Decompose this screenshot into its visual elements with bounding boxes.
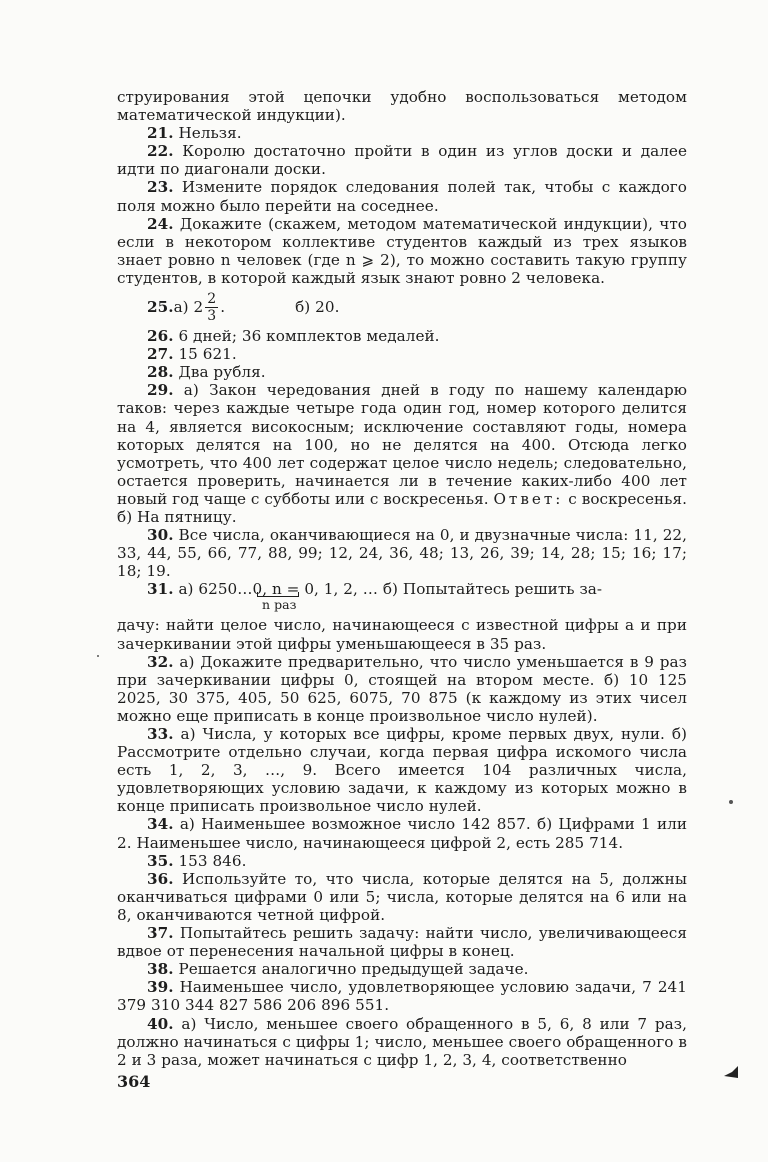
answer-21 <box>117 124 687 142</box>
answer-31 <box>117 580 687 598</box>
answer-37 <box>117 924 687 960</box>
answer-34 <box>117 815 687 851</box>
fraction-numerator: 2 <box>207 290 217 307</box>
answer-39 <box>117 978 687 1014</box>
underbrace <box>257 592 299 597</box>
answer-29 <box>117 381 687 526</box>
answer-25 <box>117 287 687 327</box>
answer-label: Ответ: <box>493 489 564 508</box>
answer-number: 38. <box>147 960 174 979</box>
answer-text: Наименьшее число, удовлетворяющее условию задачи, 7 241 379 310 344 827 586 206 896 551. <box>117 978 687 1015</box>
answer-32 <box>117 653 687 725</box>
scan-corner-mark <box>722 1064 740 1080</box>
answers-text-block <box>117 88 687 1069</box>
answer-23 <box>117 178 687 214</box>
answer-number: 26. <box>147 327 174 346</box>
answer-number: 29. <box>147 381 174 400</box>
answer-number: 24. <box>147 214 174 233</box>
answer-33 <box>117 725 687 815</box>
answer-text: а) Докажите предварительно, что число уменьшается в 9 раз при зачеркивании цифры 0, стоящей на втором месте. б) 10 125 2025, 30 375, 405, 50 625, 6075, 70 875 (к каждому из этих чисел можно еще приписать в конце произвольное число нулей). <box>117 652 687 725</box>
answer-27 <box>117 345 687 363</box>
answer-24 <box>117 215 687 287</box>
answer-38 <box>117 960 687 978</box>
answer-number: 23. <box>147 178 174 197</box>
answer-text: Все числа, оканчивающиеся на 0, и двузначные числа: 11, 22, 33, 44, 55, 66, 77, 88, 99; 12, 24, 36, 48; 13, 26, 39; 14, 28; 15; 16; 17; 18; 19. <box>117 526 687 581</box>
answer-text: а) Закон чередования дней в году по нашему календарю таков: через каждые четыре года один год, номер которого делится на 4, является високосным; исключение составляют годы, номера которых делятся на 100, но не делятся на 400. Отсюда легко усмотреть, что 400 лет содержат целое число недель; следовательно, остается проверить, начинается ли в течение каких-либо 400 лет новый год чаще с субботы или с воскресенья. <box>117 381 687 508</box>
answer-31-continued <box>117 616 687 652</box>
answer-text: а) 6250…0, n = 0, 1, 2, … б) Попытайтесь решить за- <box>173 580 603 599</box>
scan-speck <box>97 655 99 657</box>
fraction <box>205 291 218 324</box>
answer-40 <box>117 1015 687 1069</box>
answer-text: Два рубля. <box>173 363 266 382</box>
answer-number: 28. <box>147 363 174 382</box>
answer-number: 30. <box>147 526 174 545</box>
answer-22 <box>117 142 687 178</box>
scan-speck <box>729 800 733 804</box>
answer-35 <box>117 852 687 870</box>
answer-30 <box>117 526 687 580</box>
text-p0: струирования этой цепочки удобно воспользоваться методом математической индукции). <box>117 88 687 125</box>
answer-number: 36. <box>147 869 174 888</box>
answer-text: дачу: найти целое число, начинающееся с известной цифры a и при зачеркивании этой цифры уменьшающееся в 35 раз. <box>117 616 687 653</box>
answer-text: . <box>220 297 226 316</box>
underbrace-text: n раз <box>262 597 297 613</box>
answer-number: 37. <box>147 924 174 943</box>
answer-text: а) 2 <box>173 297 204 316</box>
answer-text: Нельзя. <box>173 124 242 143</box>
answer-28 <box>117 363 687 381</box>
answer-number: 35. <box>147 851 174 870</box>
answer-text: а) Наименьшее возможное число 142 857. б) Цифрами 1 или 2. Наименьшее число, начинающееся цифрой 2, есть 285 714. <box>117 815 687 852</box>
fraction-denominator: 3 <box>207 307 217 324</box>
answer-number: 33. <box>147 725 174 743</box>
answer-number: 40. <box>147 1014 174 1033</box>
answer-text: 15 621. <box>173 345 237 364</box>
answer-text: Используйте то, что числа, которые делятся на 5, должны оканчиваться цифрами 0 или 5; числа, которые делятся на 6 или на 8, оканчиваются четной цифрой. <box>117 869 687 924</box>
answer-text: Докажите (скажем, методом математической индукции), что если в некотором коллективе студентов каждый из трех языков знает ровно n человек (где n ⩾ 2), то можно составить такую группу студентов, в которой каждый язык знают ровно 2 человека. <box>117 214 687 287</box>
answer-36 <box>117 870 687 924</box>
answer-text: с воскресенья. б) На пятницу. <box>117 489 688 526</box>
answer-number: 27. <box>147 345 174 364</box>
answer-text: б) 20. <box>295 297 340 316</box>
answer-text: Попытайтесь решить задачу: найти число, увеличивающееся вдвое от перенесения начальной цифры в конец. <box>117 924 687 961</box>
page-number: 364 <box>117 1072 151 1091</box>
underbrace-label <box>117 598 687 616</box>
answer-number: 34. <box>147 815 174 834</box>
answer-text: Королю достаточно пройти в один из углов доски и далее идти по диагонали доски. <box>117 142 687 179</box>
answer-number: 39. <box>147 978 174 997</box>
paragraph-continuation <box>117 88 687 124</box>
answer-text: 6 дней; 36 комплектов медалей. <box>173 327 440 346</box>
answer-number: 22. <box>147 142 174 161</box>
answer-text: а) Число, меньшее своего обращенного в 5, 6, 8 или 7 раз, должно начинаться с цифры 1; число, меньшее своего обращенного в 2 и 3 раза, может начинаться с цифр 1, 2, 3, 4, соответственно <box>117 1014 687 1069</box>
answer-text: Измените порядок следования полей так, чтобы с каждого поля можно было перейти на соседнее. <box>117 178 687 215</box>
answer-number: 25. <box>147 297 174 316</box>
answer-text: Решается аналогично предыдущей задаче. <box>173 960 529 979</box>
answer-text: 153 846. <box>173 851 247 870</box>
answer-26 <box>117 327 687 345</box>
answer-text: а) Числа, у которых все цифры, кроме первых двух, нули. б) Рассмотрите отдельно случаи, когда первая цифра искомого числа есть 1, 2, 3, …, 9. Всего имеется 104 различных числа, удовлетворяющих условию задачи, к каждому из которых можно в конце приписать произвольное число нулей. <box>117 725 687 816</box>
answer-number: 32. <box>147 652 174 671</box>
answer-number: 21. <box>147 124 174 143</box>
answer-number: 31. <box>147 580 174 599</box>
